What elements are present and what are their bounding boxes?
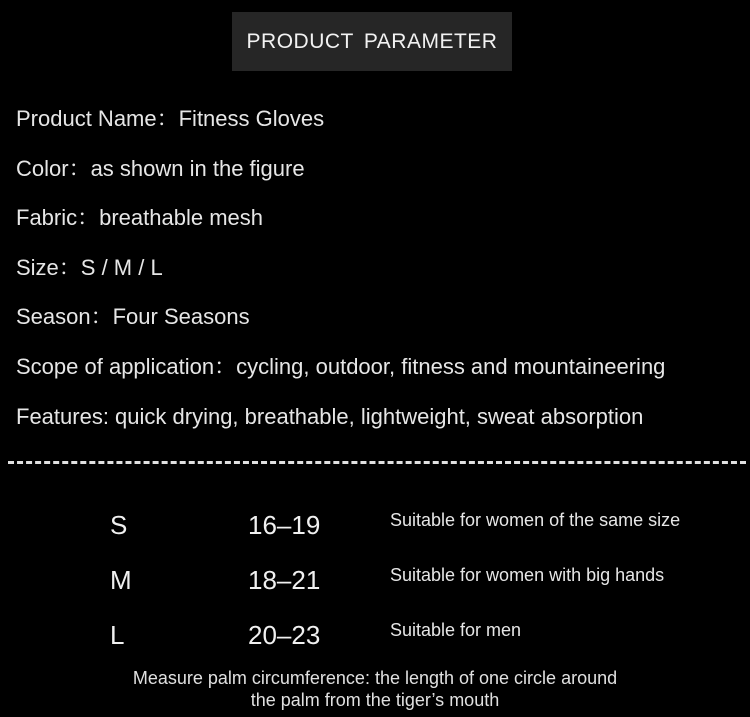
- param-size: Size：S / M / L: [16, 254, 163, 280]
- size-range: 18–21: [248, 565, 321, 595]
- size-label: M: [110, 565, 132, 595]
- size-fit: Suitable for women of the same size: [390, 510, 681, 530]
- measurement-note-line-1: Measure palm circumference: the length of one circle around: [132, 668, 618, 688]
- measurement-note-line-2: the palm from the tiger’s mouth: [250, 690, 500, 710]
- param-features: Features: quick drying, breathable, lightweight, sweat absorption: [16, 403, 644, 429]
- page-title: PRODUCT PARAMETER: [246, 29, 498, 53]
- size-range: 20–23: [248, 620, 321, 650]
- size-label: S: [110, 510, 128, 540]
- size-row-m: [0, 555, 750, 610]
- param-color: Color：as shown in the figure: [16, 155, 305, 181]
- param-fabric: Fabric：breathable mesh: [16, 205, 264, 231]
- title-box: [232, 12, 512, 71]
- size-table: [0, 500, 750, 665]
- measurement-note: [0, 667, 750, 711]
- size-label: L: [110, 620, 125, 650]
- param-scope: Scope of application：cycling, outdoor, fitness and mountaineering: [16, 353, 666, 379]
- size-range: 16–19: [248, 510, 321, 540]
- dashed-divider: [8, 461, 746, 464]
- param-season: Season：Four Seasons: [16, 304, 250, 330]
- size-fit: Suitable for women with big hands: [390, 565, 665, 585]
- size-fit: Suitable for men: [390, 620, 522, 640]
- parameter-list: [16, 100, 750, 447]
- size-row-l: [0, 610, 750, 665]
- size-row-s: [0, 500, 750, 555]
- param-product-name: Product Name：Fitness Gloves: [16, 106, 325, 131]
